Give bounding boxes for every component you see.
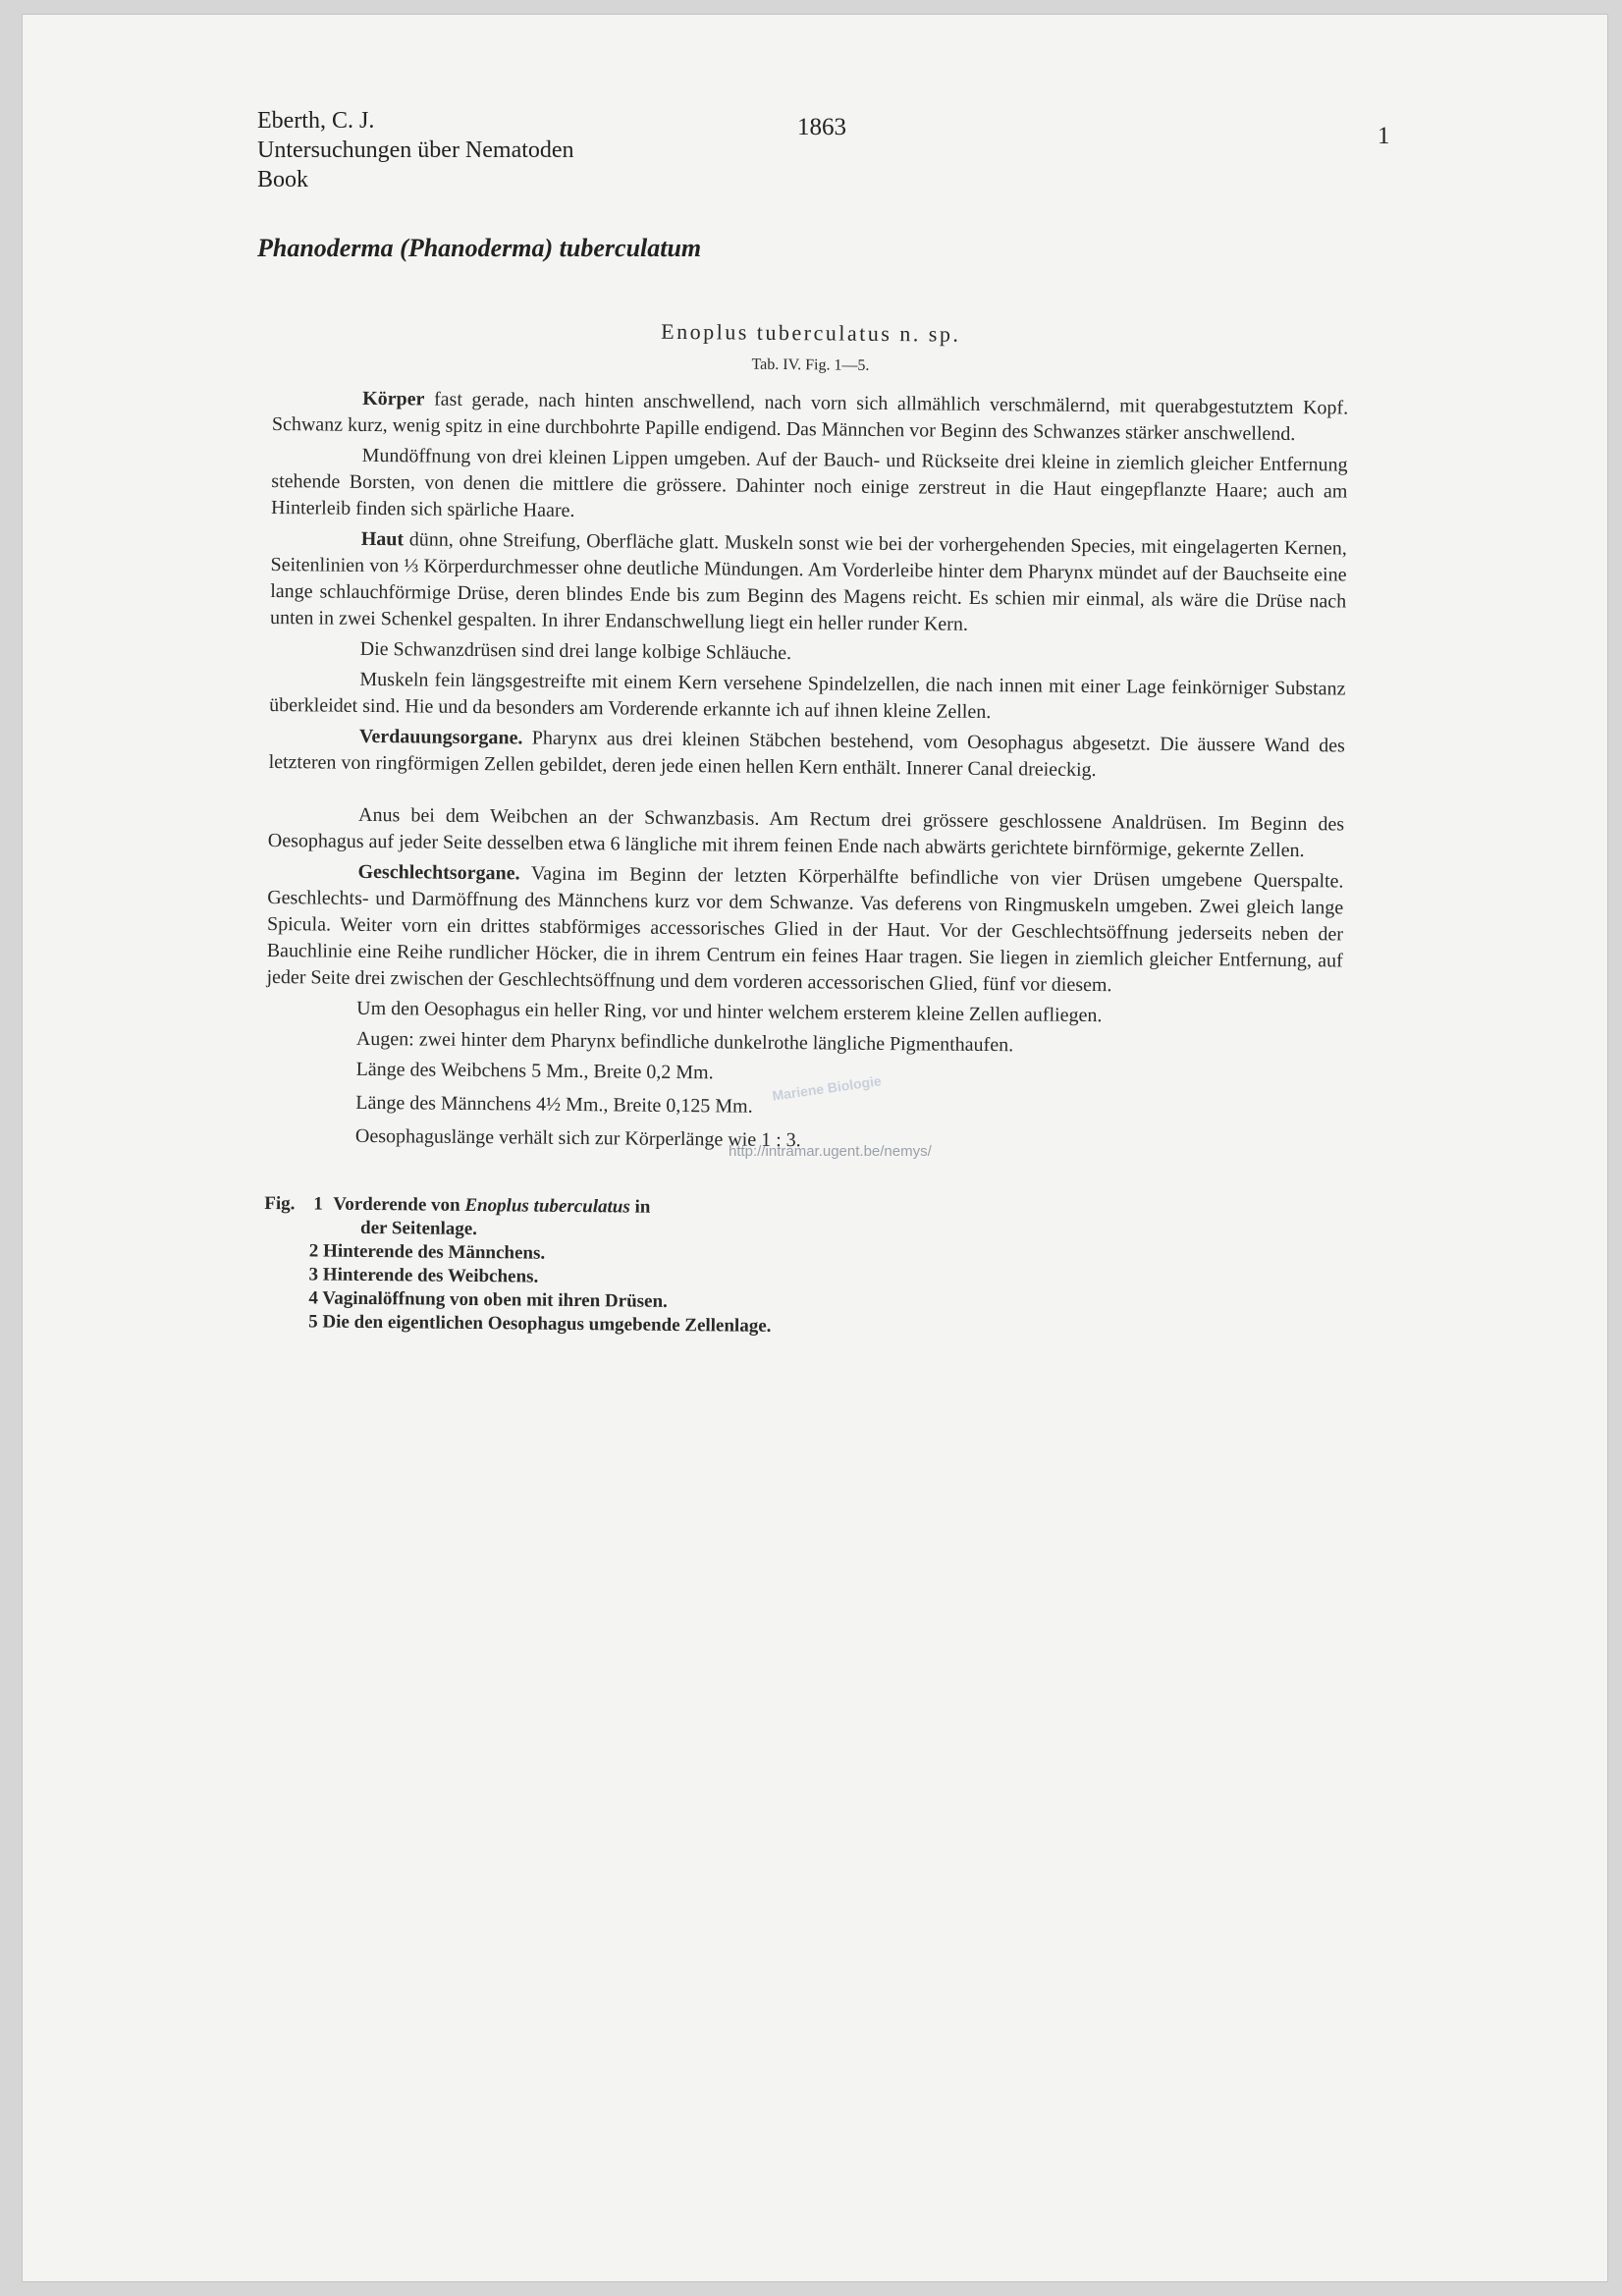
- figure-entry: 5 Die den eigentlichen Oesophagus umgebende Zellenlage.: [308, 1311, 772, 1337]
- paragraph-text: Mundöffnung von drei kleinen Lippen umgeben. Auf der Bauch- und Rückseite drei kleine in ziemlich gleicher Entfernung stehende Borsten, von denen die mittlere die grössere. Dahinter noch einige zerstreut in die Haut eingepflanzte Haare; auch am Hinterleib finden sich spärliche Haare.: [271, 444, 1348, 521]
- paragraph-lead: Körper: [362, 387, 425, 410]
- paragraph-text: Um den Oesophagus ein heller Ring, vor und hinter welchem ersterem kleine Zellen aufliegen.: [356, 997, 1103, 1027]
- paragraph-text: fast gerade, nach hinten anschwellend, nach vorn sich allmählich verschmälernd, mit querabgestutztem Kopf. Schwanz kurz, wenig spitz in eine durchbohrte Papille endigend. Das Männchen vor Beginn des Schwanzes stärker anschwellend.: [271, 388, 1349, 446]
- author: Eberth, C. J.: [257, 108, 375, 134]
- paragraph-text: Anus bei dem Weibchen an der Schwanzbasis. Am Rectum drei grössere geschlossene Analdrüsen. Im Beginn des Oesophagus auf jeder Seite desselben etwa 6 längliche mit ihrem feinen Ende nach abwärts gerichtete birnförmige, gekernte Zellen.: [267, 803, 1345, 862]
- figure-entry: 2 Hinterende des Männchens.: [308, 1240, 546, 1264]
- paragraph-text: Vagina im Beginn der letzten Körperhälfte befindliche von vier Drüsen umgebene Querspalte. Geschlechts- und Darmöffnung des Männchens kurz vor dem Schwanze. Vas deferens von Ringmuskeln umgeben. Zwei gleich lange Spicula. Weiter vorn ein drittes stabförmiges accessorisches Glied in der Haut. Vor der Geschlechtsöffnung jederseits neben der Bauchlinie eine Reihe rundlicher Höcker, die in ihrem Centrum ein feines Haar tragen. Sie liegen in ziemlich gleicher Entfernung, auf jeder Seite drei zwischen der Geschlechtsöffnung und dem vorderen accessorischen Glied, fünf vor diesem.: [266, 862, 1344, 997]
- paragraph-text: Pharynx aus drei kleinen Stäbchen bestehend, vom Oesophagus abgesetzt. Die äussere Wand des letzteren von ringförmigen Zellen gebildet, deren jede einen hellen Kern enthält. Innerer Canal dreieckig.: [268, 727, 1345, 782]
- bibliographic-header: [257, 106, 574, 194]
- page-number: 1: [1378, 123, 1390, 149]
- measurement-line: Länge des Männchens 4½ Mm., Breite 0,125 Mm.: [355, 1091, 753, 1118]
- paragraph-text: Augen: zwei hinter dem Pharynx befindliche dunkelrothe längliche Pigmenthaufen.: [355, 1027, 1014, 1057]
- species-italic: Enoplus tuberculatus: [464, 1194, 630, 1218]
- figure-caption: Vorderende von Enoplus tuberculatus in: [333, 1193, 651, 1218]
- paragraph: [271, 442, 1348, 532]
- paragraph-text: Muskeln fein längsgestreifte mit einem Kern versehene Spindelzellen, die nach innen mit einer Lage feinkörniger Substanz überkleidet sind. Hie und da besonders am Vorderende erkannte ich auf ihnen kleine Zellen.: [269, 668, 1346, 724]
- paragraph-text: dünn, ohne Streifung, Oberfläche glatt. Muskeln sonst wie bei der vorhergehenden Species, mit eingelagerten Kernen, Seitenlinien von ⅓ Körperdurchmesser ohne deutliche Mündungen. Am Vorderleibe hinter dem Pharynx mündet auf der Bauchseite eine lange schlauchförmige Drüse, deren blindes Ende bis zum Beginn des Magens reicht. Es schien mir einmal, als wäre die Drüse nach unten in zwei Schenkel gespalten. In ihrer Endanschwellung liegt ein heller runder Kern.: [269, 528, 1347, 635]
- paragraph: [270, 525, 1347, 642]
- paragraph: [266, 858, 1343, 1002]
- paragraph-lead: Verdauungsorgane.: [358, 725, 523, 749]
- figure-entry: 3 Hinterende des Weibchens.: [308, 1264, 539, 1287]
- paragraph-text: Die Schwanzdrüsen sind drei lange kolbige Schläuche.: [359, 637, 792, 665]
- watermark-arc-text: Mariene Biologie: [771, 1072, 883, 1104]
- figure-caption-continued: der Seitenlage.: [359, 1217, 478, 1240]
- article-subheading: Tab. IV. Fig. 1—5.: [751, 355, 870, 374]
- paragraph: [269, 666, 1345, 730]
- watermark-url: http://intramar.ugent.be/nemys/: [729, 1143, 932, 1160]
- paragraph: [272, 385, 1348, 449]
- paragraph-lead: Geschlechtsorgane.: [357, 860, 520, 885]
- work-title: Untersuchungen über Nematoden: [257, 137, 574, 163]
- article-heading: Enoplus tuberculatus n. sp.: [661, 318, 961, 347]
- scanned-article: [263, 314, 1349, 1343]
- species-name: Phanoderma (Phanoderma) tuberculatum: [257, 234, 702, 262]
- publication-type: Book: [257, 167, 309, 192]
- paragraph: [268, 723, 1344, 787]
- figure-number: 1: [313, 1193, 323, 1215]
- paragraph: [268, 801, 1344, 865]
- figure-entry: 4 Vaginalöffnung von oben mit ihren Drüsen.: [308, 1287, 668, 1312]
- figure-label: Fig.: [264, 1192, 296, 1215]
- paragraph-lead: Haut: [360, 527, 405, 551]
- year: 1863: [797, 114, 846, 140]
- figure-legend: [263, 1192, 794, 1339]
- measurement-line: Länge des Weibchens 5 Mm., Breite 0,2 Mm.: [355, 1058, 714, 1084]
- measurement-line: Oesophaguslänge verhält sich zur Körperlänge wie 1 : 3.: [354, 1124, 801, 1152]
